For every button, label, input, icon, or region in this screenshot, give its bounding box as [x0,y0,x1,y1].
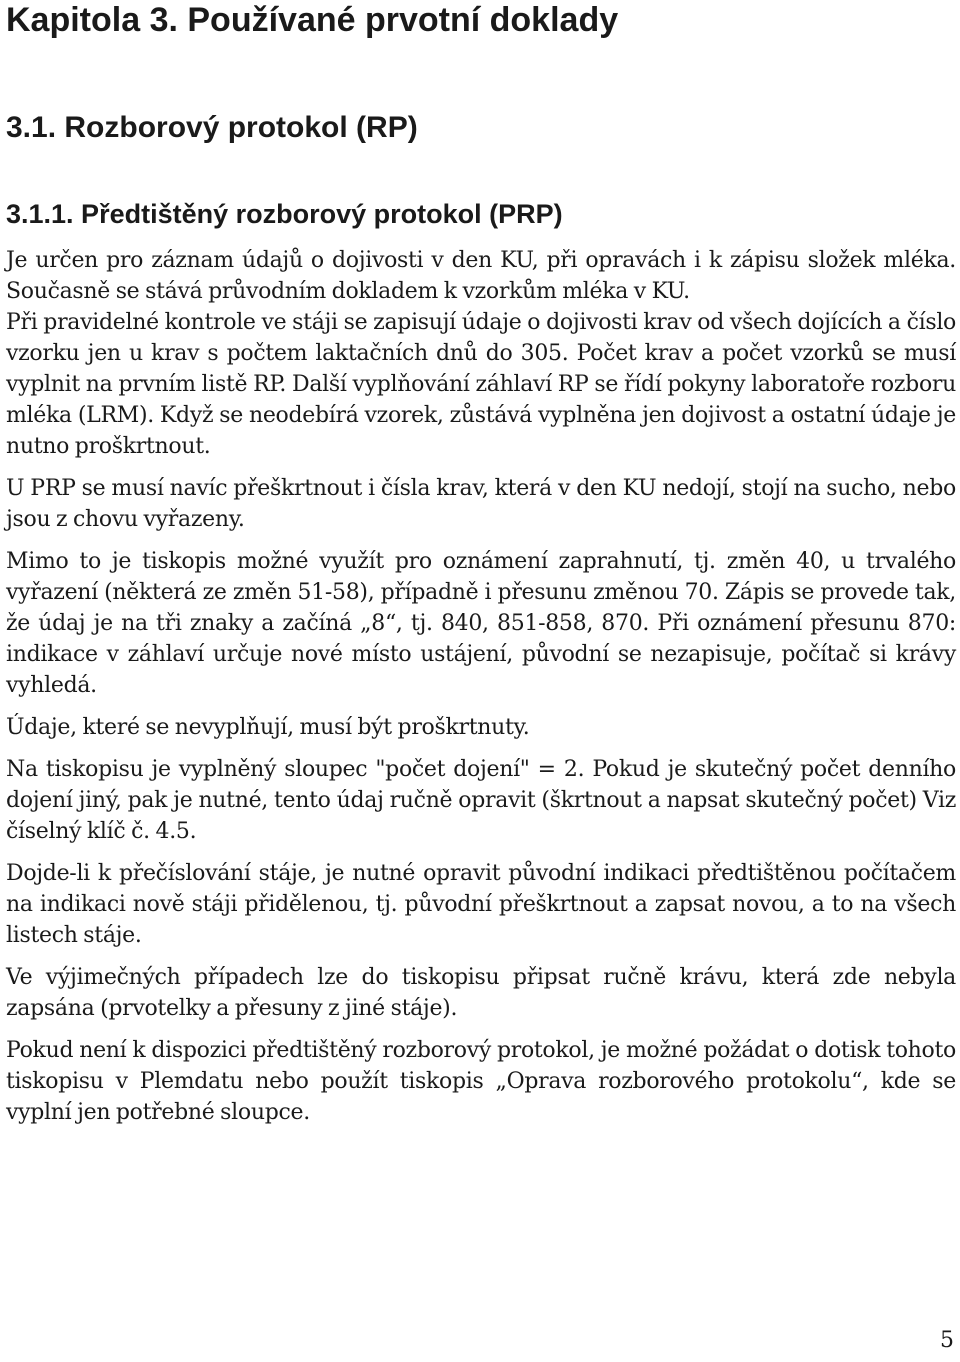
chapter-heading: Kapitola 3. Používané prvotní doklady [6,1,619,39]
page-number: 5 [940,1328,954,1353]
paragraph-unfilled-data: Údaje, které se nevyplňují, musí být proškrtnuty. [6,715,530,740]
paragraph-milking-count: Na tiskopisu je vyplněný sloupec "počet dojení" = 2. Pokud je skutečný počet denního dojení jiný, pak je nutné, tento údaj ručně opravit (škrtnout a napsat skutečný počet) Viz číselný klíč č. 4.5. [6,757,956,844]
body-text [6,245,956,1139]
subsection-heading: 3.1.1. Předtištěný rozborový protokol (PRP) [6,199,563,229]
paragraph-regular-control: Při pravidelné kontrole ve stáji se zapisují údaje o dojivosti krav od všech dojících a číslo vzorku jen u krav s počtem laktačních dnů do 305. Počet krav a počet vzorků se musí vyplnit na prvním listě RP. Další vyplňování záhlaví RP se řídí pokyny laboratoře rozboru mléka (LRM). Když se neodebírá vzorek, zůstává vyplněna jen dojivost a ostatní údaje je nutno proškrtnout. [6,310,956,459]
paragraph-prp-crossing: U PRP se musí navíc přeškrtnout i čísla krav, která v den KU nedojí, stojí na sucho, nebo jsou z chovu vyřazeny. [6,476,956,532]
paragraph-reprint: Pokud není k dispozici předtištěný rozborový protokol, je možné požádat o dotisk tohoto tiskopisu v Plemdatu nebo použít tiskopis „Oprava rozborového protokolu“, kde se vyplní jen potřebné sloupce. [6,1038,956,1125]
paragraph-purpose: Je určen pro záznam údajů o dojivosti v den KU, při opravách i k zápisu složek mléka. Současně se stává průvodním dokladem k vzorkům mléka v KU. [6,248,956,304]
paragraph-renumbering: Dojde-li k přečíslování stáje, je nutné opravit původní indikaci předtištěnou počítačem na indikaci nově stáji přidělenou, tj. původní přeškrtnout a zapsat novou, a to na všech listech stáje. [6,861,956,948]
paragraph-notifications: Mimo to je tiskopis možné využít pro oznámení zaprahnutí, tj. změn 40, u trvalého vyřazení (některá ze změn 51-58), případně i přesunu změnou 70. Zápis se provede tak, že údaj je na tři znaky a začíná „8“, tj. 840, 851-858, 870. Při oznámení přesunu 870: indikace v záhlaví určuje nové místo ustájení, původní se nezapisuje, počítač si krávy vyhledá. [6,549,956,698]
section-heading: 3.1. Rozborový protokol (RP) [6,111,418,144]
paragraph-manual-addition: Ve výjimečných případech lze do tiskopisu připsat ručně krávu, která zde nebyla zapsána (prvotelky a přesuny z jiné stáje). [6,965,956,1021]
